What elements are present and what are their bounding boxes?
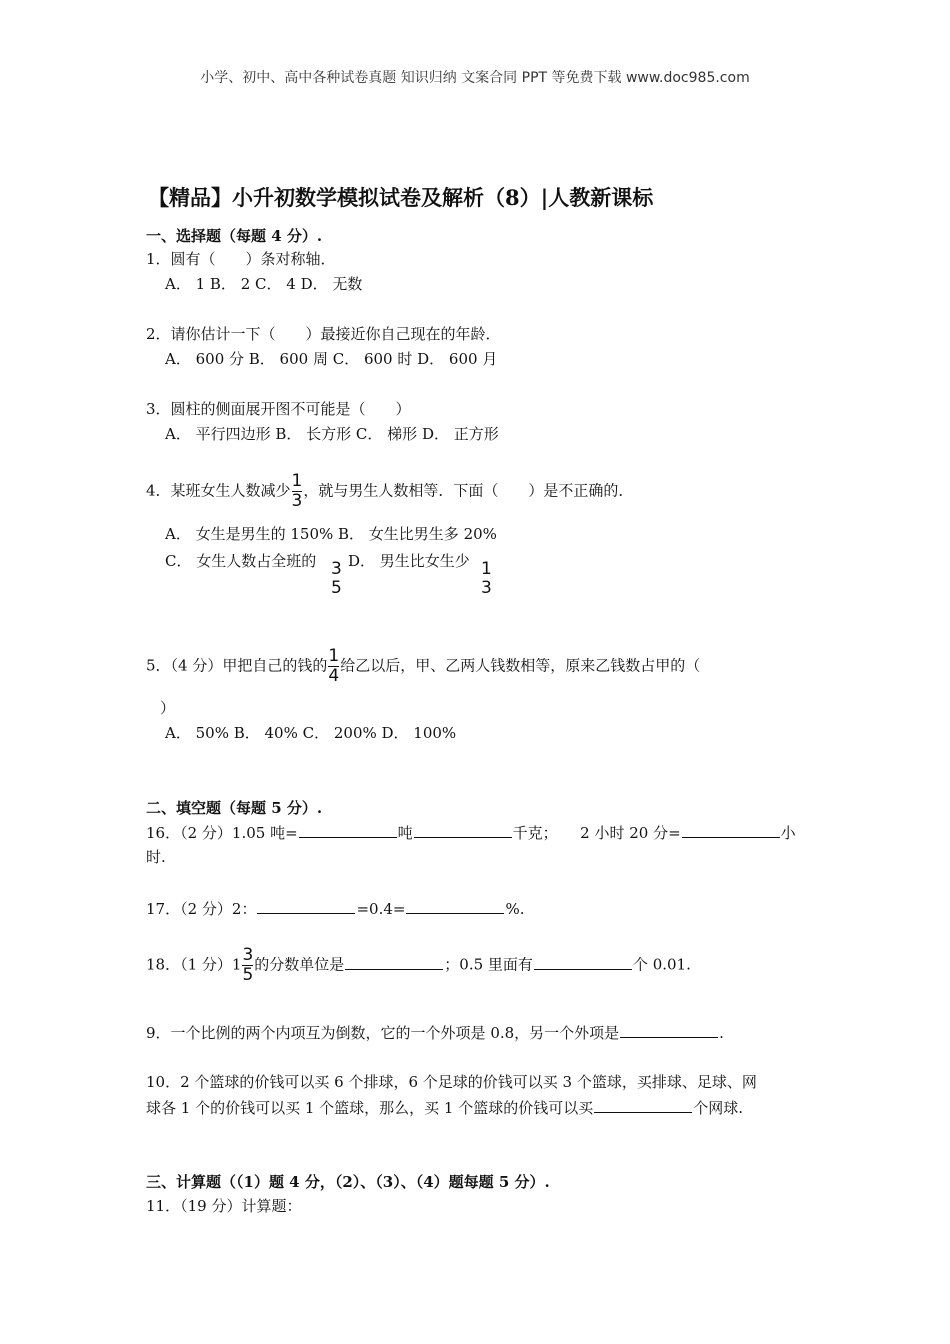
question-3-stem: 3．圆柱的侧面展开图不可能是（ ） <box>146 400 411 418</box>
section-2-heading: 二、填空题（每题 5 分）. <box>146 799 323 817</box>
question-4-option-d-fraction: 1 3 <box>481 559 492 598</box>
question-18 <box>146 946 691 985</box>
answer-blank[interactable] <box>682 821 780 838</box>
question-2-options: A． 600 分 B． 600 周 C． 600 时 D． 600 月 <box>165 350 498 368</box>
question-5-close-paren: ） <box>160 699 176 717</box>
question-4-option-c-fraction: 3 5 <box>331 559 342 598</box>
question-9-text-a: 9．一个比例的两个内项互为倒数，它的一个外项是 0.8，另一个外项是 <box>146 1024 620 1042</box>
question-4-option-d: D． 男生比女生少 <box>348 552 470 570</box>
question-10-text-a: 球各 1 个的价钱可以买 1 个篮球，那么，买 1 个篮球的价钱可以买 <box>146 1099 594 1117</box>
question-16-text-b: 吨 <box>397 824 413 842</box>
question-9 <box>146 1021 724 1043</box>
answer-blank[interactable] <box>406 897 504 914</box>
question-16-text-a: 16．（2 分）1.05 吨= <box>146 824 298 842</box>
question-5-fraction: $\frac{1}{4}$ <box>328 646 340 686</box>
answer-blank[interactable] <box>257 897 355 914</box>
question-5-options: A． 50% B． 40% C． 200% D． 100% <box>165 724 457 742</box>
section-1-heading: 一、选择题（每题 4 分）. <box>146 227 323 245</box>
answer-blank[interactable] <box>534 953 632 970</box>
page-title: 【精品】小升初数学模拟试卷及解析（8）|人教新课标 <box>148 185 654 210</box>
question-4-fraction: $\frac{1}{3}$ <box>291 471 303 511</box>
question-4-text-post: ，就与男生人数相等．下面（ ）是不正确的． <box>303 481 634 500</box>
question-18-text-c: ；0.5 里面有 <box>444 955 533 974</box>
question-10-line-1: 10．2 个篮球的价钱可以买 6 个排球，6 个足球的价钱可以买 3 个篮球，买排球、足球、网 <box>146 1073 757 1091</box>
question-1-stem: 1．圆有（ ）条对称轴． <box>146 250 336 268</box>
page-header: 小学、初中、高中各种试卷真题 知识归纳 文案合同 PPT 等免费下载 www.doc985.com <box>200 70 750 86</box>
question-18-text-d: 个 0.01. <box>632 955 691 974</box>
question-17-text-b: =0.4= <box>356 900 406 918</box>
question-17 <box>146 897 524 919</box>
question-3-options: A． 平行四边形 B． 长方形 C． 梯形 D． 正方形 <box>165 425 499 443</box>
question-17-text-a: 17．（2 分）2： <box>146 900 257 918</box>
question-1-options: A． 1 B． 2 C． 4 D． 无数 <box>165 275 363 293</box>
section-3-heading: 三、计算题（（1）题 4 分，（2）、（3）、（4）题每题 5 分）. <box>146 1173 550 1191</box>
question-18-text-b: 的分数单位是 <box>254 955 345 974</box>
question-4-options-ab: A． 女生是男生的 150% B． 女生比男生多 20% <box>165 525 497 543</box>
question-10-text-b: 个网球. <box>693 1099 744 1117</box>
answer-blank[interactable] <box>620 1021 718 1038</box>
question-11: 11．（19 分）计算题： <box>146 1197 302 1215</box>
question-4-option-c: C． 女生人数占全班的 <box>165 552 317 570</box>
answer-blank[interactable] <box>345 953 443 970</box>
answer-blank[interactable] <box>299 821 397 838</box>
answer-blank[interactable] <box>414 821 512 838</box>
question-17-text-c: %. <box>505 900 525 918</box>
question-18-text-a: 18．（1 分）1 <box>146 955 242 974</box>
question-16-text-d: 小 <box>780 824 796 842</box>
question-2-stem: 2．请你估计一下（ ）最接近你自己现在的年龄． <box>146 325 501 343</box>
question-16-line-2: 时. <box>146 848 166 866</box>
question-4-text-pre: 4．某班女生人数减少 <box>146 481 291 500</box>
answer-blank[interactable] <box>594 1096 692 1113</box>
question-18-fraction: $\frac{3}{5}$ <box>242 945 254 985</box>
question-5-text-pre: 5．（4 分）甲把自己的钱的 <box>146 656 328 675</box>
question-4-stem <box>146 472 633 511</box>
question-5-stem <box>146 647 700 686</box>
question-10-line-2 <box>146 1096 743 1118</box>
question-5-text-post: 给乙以后，甲、乙两人钱数相等，原来乙钱数占甲的（ <box>340 656 701 675</box>
question-16-text-c: 千克； 2 小时 20 分= <box>512 824 681 842</box>
question-9-text-b: . <box>719 1024 724 1042</box>
question-16-line-1 <box>146 821 796 843</box>
